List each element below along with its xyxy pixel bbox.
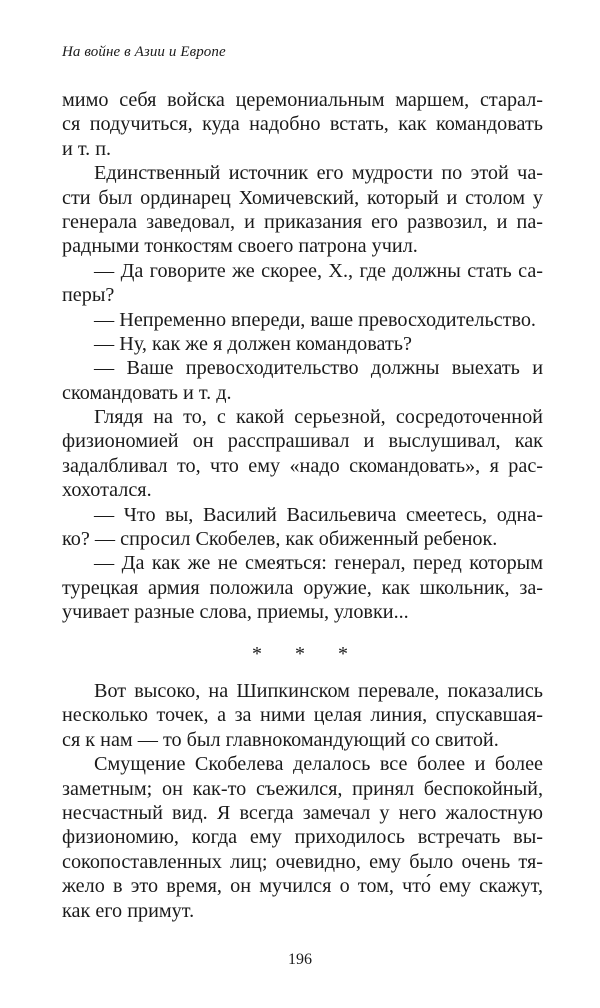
text-line: несколько точек, а за ними целая линия, спускавшая-	[62, 704, 543, 727]
text-line: учивает разные слова, приемы, уловки...	[62, 601, 409, 624]
text-line: — Что вы, Василий Васильевича смеетесь, одна-	[94, 503, 543, 526]
text-line: — Ну, как же я должен командовать?	[94, 332, 412, 355]
text-line: несчастный вид. Я всегда замечал у него жалостную	[62, 801, 543, 824]
text-line: хохотался.	[62, 479, 152, 502]
text-line: мимо себя войска церемониальным маршем, старал-	[62, 89, 543, 111]
text-block-2	[62, 679, 543, 923]
text-line: турецкая армия положила оружие, как школьник, за-	[62, 576, 543, 599]
text-line: и т. п.	[62, 137, 112, 160]
text-line: Вот высоко, на Шипкинском перевале, показались	[94, 680, 543, 702]
text-line: сокопоставленных лиц; очевидно, ему было очень тя-	[62, 850, 543, 873]
text-line: задалбливал то, что ему «надо скомандовать», я рас-	[62, 454, 543, 477]
text-line: — Да говорите же скорее, Х., где должны стать са-	[94, 259, 543, 282]
text-line: Глядя на то, с какой серьезной, сосредоточенной	[94, 406, 543, 429]
text-line: перы?	[62, 284, 115, 307]
text-line: как его примут.	[62, 899, 195, 922]
text-line: — Непременно впереди, ваше превосходительство.	[94, 308, 536, 331]
text-line: радными тонкостям своего патрона учил.	[62, 235, 418, 258]
text-line: Единственный источник его мудрости по этой ча-	[94, 162, 543, 185]
text-line: — Ваше превосходительство должны выехать и	[94, 357, 543, 380]
text-block-1	[62, 88, 543, 625]
text-line: генерала заведовал, и приказания его развозил, и па-	[62, 210, 543, 233]
text-line: физиономию, когда ему приходилось встречать вы-	[62, 826, 543, 849]
text-line: Смущение Скобелева делалось все более и более	[94, 753, 543, 776]
running-header: На войне в Азии и Европе	[62, 44, 226, 60]
section-separator: * * *	[252, 643, 362, 665]
text-line: — Да как же не смеяться: генерал, перед которым	[94, 552, 543, 575]
text-line: ся подучиться, куда надобно встать, как командовать	[62, 113, 543, 136]
text-line: скомандовать и т. д.	[62, 381, 232, 404]
page-number: 196	[288, 951, 312, 968]
text-line: ся к нам — то был главнокомандующий со свитой.	[62, 728, 499, 751]
text-line: заметным; он как-то съежился, принял беспокойный,	[62, 777, 543, 800]
text-line: жело в это время, он мучился о том, что́ ему скажут,	[62, 875, 543, 898]
text-line: сти был ординарец Хомичевский, который и столом у	[62, 186, 543, 209]
text-line: ко? — спросил Скобелев, как обиженный ребенок.	[62, 528, 498, 551]
text-line: физиономией он расспрашивал и выслушивал, как	[62, 430, 543, 453]
